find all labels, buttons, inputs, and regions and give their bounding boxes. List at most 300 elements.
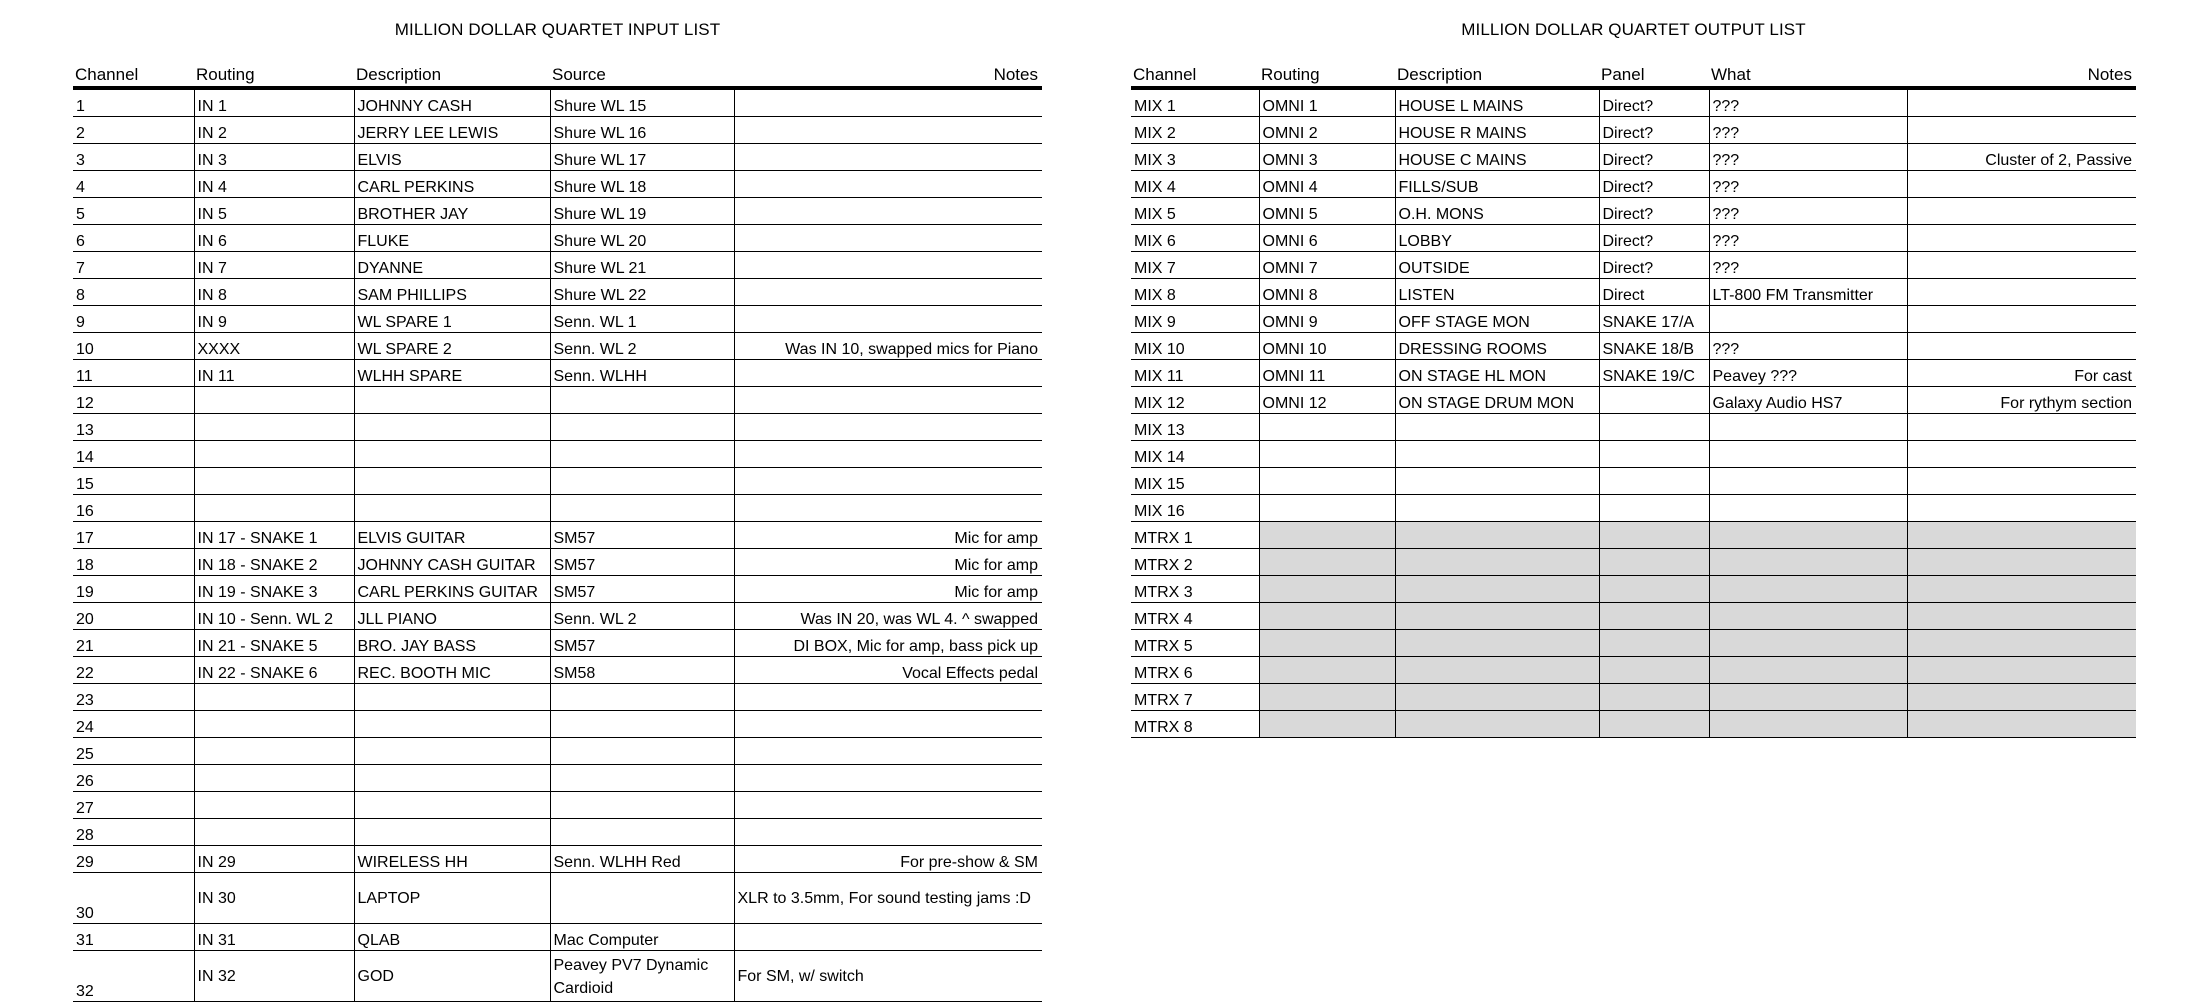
output-cell-description [1395,495,1599,522]
output-row [1131,414,2136,441]
output-cell-routing [1259,522,1395,549]
output-row [1131,522,2136,549]
input-cell-description [354,414,550,441]
input-cell-routing: IN 2 [194,117,354,144]
input-cell-description: ELVIS [354,144,550,171]
input-cell-notes [734,198,1042,225]
output-cell-channel: MIX 5 [1131,198,1259,225]
output-list-sheet [1131,18,2136,738]
input-cell-routing: IN 7 [194,252,354,279]
input-cell-notes: Mic for amp [734,576,1042,603]
input-cell-channel: 17 [73,522,194,549]
output-cell-notes [1907,576,2136,603]
output-cell-routing [1259,576,1395,603]
input-cell-description: REC. BOOTH MIC [354,657,550,684]
input-cell-description [354,441,550,468]
input-cell-channel: 5 [73,198,194,225]
output-cell-description [1395,414,1599,441]
input-row [73,576,1042,603]
input-cell-channel: 1 [73,88,194,117]
input-cell-notes: Was IN 20, was WL 4. ^ swapped [734,603,1042,630]
input-cell-source [550,711,734,738]
output-header-notes: Notes [1907,64,2136,88]
input-cell-routing [194,495,354,522]
output-row [1131,333,2136,360]
input-cell-source: Shure WL 18 [550,171,734,198]
output-cell-channel: MIX 4 [1131,171,1259,198]
input-row [73,711,1042,738]
output-cell-description: LISTEN [1395,279,1599,306]
output-cell-routing: OMNI 11 [1259,360,1395,387]
output-cell-routing [1259,630,1395,657]
output-cell-routing: OMNI 8 [1259,279,1395,306]
output-cell-what [1709,576,1907,603]
output-cell-channel: MIX 2 [1131,117,1259,144]
input-cell-channel: 4 [73,171,194,198]
output-cell-description [1395,657,1599,684]
output-cell-description [1395,441,1599,468]
input-row [73,765,1042,792]
input-cell-description: WL SPARE 1 [354,306,550,333]
output-cell-routing: OMNI 1 [1259,88,1395,117]
input-cell-description: ELVIS GUITAR [354,522,550,549]
input-cell-notes: For SM, w/ switch [734,951,1042,1002]
output-cell-what [1709,468,1907,495]
output-cell-channel: MTRX 3 [1131,576,1259,603]
input-cell-routing: IN 3 [194,144,354,171]
input-cell-description [354,738,550,765]
input-cell-notes [734,88,1042,117]
output-cell-what [1709,414,1907,441]
input-row [73,657,1042,684]
output-cell-panel: Direct? [1599,252,1709,279]
input-cell-notes [734,468,1042,495]
input-row [73,924,1042,951]
output-cell-routing [1259,441,1395,468]
input-cell-description [354,387,550,414]
input-cell-routing: IN 17 - SNAKE 1 [194,522,354,549]
output-cell-panel [1599,549,1709,576]
output-cell-channel: MIX 12 [1131,387,1259,414]
output-cell-panel: Direct? [1599,225,1709,252]
input-cell-routing: IN 4 [194,171,354,198]
output-cell-channel: MIX 9 [1131,306,1259,333]
input-cell-description: CARL PERKINS GUITAR [354,576,550,603]
output-list-title: MILLION DOLLAR QUARTET OUTPUT LIST [1461,20,1806,39]
input-row [73,387,1042,414]
output-cell-notes [1907,88,2136,117]
output-cell-panel [1599,414,1709,441]
input-cell-routing [194,441,354,468]
input-row [73,630,1042,657]
output-cell-what [1709,495,1907,522]
input-row [73,738,1042,765]
output-cell-what [1709,603,1907,630]
output-cell-what: ??? [1709,144,1907,171]
output-header-description: Description [1395,64,1599,88]
output-cell-channel: MIX 15 [1131,468,1259,495]
input-cell-notes [734,819,1042,846]
input-cell-notes [734,171,1042,198]
input-cell-channel: 6 [73,225,194,252]
output-cell-panel [1599,576,1709,603]
output-cell-panel [1599,387,1709,414]
output-cell-channel: MIX 7 [1131,252,1259,279]
output-cell-notes [1907,225,2136,252]
input-cell-channel: 29 [73,846,194,873]
output-row [1131,468,2136,495]
input-cell-routing: IN 10 - Senn. WL 2 [194,603,354,630]
output-cell-routing [1259,657,1395,684]
input-cell-source [550,873,734,924]
input-cell-source: SM57 [550,549,734,576]
input-cell-description [354,765,550,792]
output-cell-notes [1907,549,2136,576]
input-cell-routing: IN 19 - SNAKE 3 [194,576,354,603]
input-cell-channel: 9 [73,306,194,333]
output-cell-channel: MTRX 5 [1131,630,1259,657]
input-cell-notes [734,225,1042,252]
output-header-what: What [1709,64,1907,88]
output-cell-what: ??? [1709,171,1907,198]
output-cell-description [1395,684,1599,711]
input-cell-source: Shure WL 20 [550,225,734,252]
input-cell-source: Shure WL 17 [550,144,734,171]
input-cell-routing: IN 9 [194,306,354,333]
input-cell-description [354,711,550,738]
input-cell-routing: XXXX [194,333,354,360]
input-cell-routing: IN 5 [194,198,354,225]
input-row [73,306,1042,333]
output-cell-notes [1907,279,2136,306]
output-cell-channel: MIX 1 [1131,88,1259,117]
input-cell-channel: 10 [73,333,194,360]
output-cell-channel: MTRX 6 [1131,657,1259,684]
input-header-description: Description [354,64,550,88]
output-cell-channel: MTRX 8 [1131,711,1259,738]
output-cell-description: LOBBY [1395,225,1599,252]
output-cell-channel: MIX 16 [1131,495,1259,522]
output-cell-channel: MIX 6 [1131,225,1259,252]
output-cell-description [1395,522,1599,549]
input-row [73,88,1042,117]
input-cell-notes [734,414,1042,441]
output-cell-notes: Cluster of 2, Passive [1907,144,2136,171]
output-cell-panel: Direct? [1599,171,1709,198]
output-cell-panel [1599,711,1709,738]
output-cell-notes [1907,468,2136,495]
output-row [1131,576,2136,603]
input-cell-source: Senn. WL 1 [550,306,734,333]
input-row [73,549,1042,576]
output-cell-panel [1599,684,1709,711]
input-cell-channel: 16 [73,495,194,522]
input-row [73,225,1042,252]
input-cell-routing: IN 22 - SNAKE 6 [194,657,354,684]
input-cell-notes [734,924,1042,951]
output-cell-what: LT-800 FM Transmitter [1709,279,1907,306]
input-cell-channel: 12 [73,387,194,414]
output-cell-routing [1259,711,1395,738]
output-cell-routing: OMNI 5 [1259,198,1395,225]
output-row [1131,306,2136,333]
input-cell-source [550,414,734,441]
output-cell-routing [1259,495,1395,522]
output-cell-routing: OMNI 4 [1259,171,1395,198]
input-cell-source: Shure WL 19 [550,198,734,225]
output-cell-channel: MIX 14 [1131,441,1259,468]
output-row [1131,603,2136,630]
output-row [1131,279,2136,306]
output-row [1131,711,2136,738]
input-cell-source [550,684,734,711]
output-cell-notes [1907,603,2136,630]
output-row [1131,88,2136,117]
output-cell-channel: MTRX 1 [1131,522,1259,549]
output-header-panel: Panel [1599,64,1709,88]
input-cell-routing: IN 32 [194,951,354,1002]
output-cell-panel: Direct [1599,279,1709,306]
output-cell-description: HOUSE R MAINS [1395,117,1599,144]
input-cell-source: Peavey PV7 Dynamic Cardioid [550,951,734,1002]
input-cell-description [354,495,550,522]
output-row [1131,630,2136,657]
input-cell-channel: 24 [73,711,194,738]
output-row [1131,387,2136,414]
input-cell-channel: 21 [73,630,194,657]
output-cell-channel: MTRX 4 [1131,603,1259,630]
input-cell-description [354,819,550,846]
input-cell-source: SM57 [550,630,734,657]
input-cell-routing: IN 1 [194,88,354,117]
input-cell-description [354,792,550,819]
input-header-notes: Notes [734,64,1042,88]
input-row [73,279,1042,306]
output-header-channel: Channel [1131,64,1259,88]
output-cell-panel [1599,441,1709,468]
input-cell-description: WLHH SPARE [354,360,550,387]
output-cell-notes [1907,117,2136,144]
output-cell-description [1395,603,1599,630]
input-cell-description: JERRY LEE LEWIS [354,117,550,144]
input-cell-notes: For pre-show & SM [734,846,1042,873]
output-cell-what [1709,549,1907,576]
input-cell-channel: 8 [73,279,194,306]
output-cell-panel: Direct? [1599,198,1709,225]
output-header-row [1131,64,2136,88]
input-row [73,360,1042,387]
output-cell-description: ON STAGE HL MON [1395,360,1599,387]
input-cell-source: Shure WL 22 [550,279,734,306]
input-cell-source: SM57 [550,576,734,603]
input-cell-notes [734,684,1042,711]
input-cell-channel: 30 [73,873,194,924]
input-cell-notes: XLR to 3.5mm, For sound testing jams :D [734,873,1042,924]
output-cell-what: ??? [1709,225,1907,252]
input-cell-routing: IN 29 [194,846,354,873]
input-list-table [73,64,1042,1002]
output-cell-panel [1599,630,1709,657]
input-cell-source [550,792,734,819]
output-cell-notes [1907,495,2136,522]
output-cell-notes [1907,306,2136,333]
input-row [73,414,1042,441]
input-cell-channel: 26 [73,765,194,792]
output-cell-notes: For rythym section [1907,387,2136,414]
output-cell-notes [1907,522,2136,549]
input-row [73,198,1042,225]
output-cell-panel [1599,603,1709,630]
input-cell-channel: 18 [73,549,194,576]
output-cell-description [1395,549,1599,576]
output-row [1131,144,2136,171]
output-cell-what [1709,684,1907,711]
input-cell-routing [194,738,354,765]
input-cell-channel: 31 [73,924,194,951]
output-cell-notes: For cast [1907,360,2136,387]
output-cell-notes [1907,630,2136,657]
output-cell-routing: OMNI 9 [1259,306,1395,333]
input-row [73,171,1042,198]
input-row [73,684,1042,711]
input-cell-description: JOHNNY CASH GUITAR [354,549,550,576]
input-cell-source: Shure WL 15 [550,88,734,117]
input-cell-notes [734,711,1042,738]
input-row [73,468,1042,495]
input-cell-source: Senn. WLHH [550,360,734,387]
output-cell-channel: MIX 13 [1131,414,1259,441]
output-cell-what: ??? [1709,88,1907,117]
input-cell-routing [194,792,354,819]
input-cell-description: FLUKE [354,225,550,252]
input-cell-notes [734,117,1042,144]
input-list-title: MILLION DOLLAR QUARTET INPUT LIST [394,20,721,39]
output-cell-notes [1907,252,2136,279]
input-cell-channel: 32 [73,951,194,1002]
output-cell-what: ??? [1709,252,1907,279]
output-cell-routing: OMNI 6 [1259,225,1395,252]
output-row [1131,549,2136,576]
input-cell-routing: IN 11 [194,360,354,387]
input-header-routing: Routing [194,64,354,88]
output-cell-routing: OMNI 3 [1259,144,1395,171]
input-cell-description: DYANNE [354,252,550,279]
output-cell-routing [1259,414,1395,441]
output-cell-routing: OMNI 7 [1259,252,1395,279]
input-cell-notes [734,387,1042,414]
input-cell-routing [194,711,354,738]
input-cell-source [550,468,734,495]
output-row [1131,171,2136,198]
output-cell-notes [1907,171,2136,198]
input-cell-routing [194,819,354,846]
input-cell-channel: 13 [73,414,194,441]
input-cell-description: GOD [354,951,550,1002]
input-cell-notes [734,792,1042,819]
input-cell-routing [194,414,354,441]
input-header-row [73,64,1042,88]
output-cell-notes [1907,711,2136,738]
output-cell-description: FILLS/SUB [1395,171,1599,198]
input-cell-source [550,765,734,792]
input-cell-routing [194,468,354,495]
input-cell-source: Shure WL 16 [550,117,734,144]
output-cell-what [1709,657,1907,684]
input-cell-channel: 28 [73,819,194,846]
output-cell-routing [1259,603,1395,630]
input-row [73,144,1042,171]
output-cell-panel: Direct? [1599,144,1709,171]
input-cell-source: Mac Computer [550,924,734,951]
input-cell-routing: IN 21 - SNAKE 5 [194,630,354,657]
output-cell-panel: SNAKE 19/C [1599,360,1709,387]
input-cell-description: WL SPARE 2 [354,333,550,360]
input-row [73,333,1042,360]
input-cell-channel: 27 [73,792,194,819]
output-cell-what [1709,306,1907,333]
output-cell-notes [1907,441,2136,468]
output-row [1131,360,2136,387]
input-cell-routing [194,387,354,414]
input-cell-notes: Vocal Effects pedal [734,657,1042,684]
input-row [73,495,1042,522]
output-cell-channel: MTRX 2 [1131,549,1259,576]
input-cell-channel: 14 [73,441,194,468]
input-cell-notes [734,765,1042,792]
input-row [73,819,1042,846]
output-cell-routing [1259,549,1395,576]
output-list-table [1131,64,2136,738]
output-cell-what [1709,441,1907,468]
output-cell-description: O.H. MONS [1395,198,1599,225]
input-cell-routing: IN 8 [194,279,354,306]
output-cell-what: ??? [1709,198,1907,225]
input-cell-description: JLL PIANO [354,603,550,630]
input-row [73,792,1042,819]
input-cell-notes [734,441,1042,468]
output-cell-routing: OMNI 10 [1259,333,1395,360]
input-cell-source: Shure WL 21 [550,252,734,279]
input-cell-routing [194,765,354,792]
output-cell-description: HOUSE L MAINS [1395,88,1599,117]
output-row [1131,198,2136,225]
output-row [1131,657,2136,684]
input-cell-notes [734,738,1042,765]
output-cell-what: Peavey ??? [1709,360,1907,387]
input-cell-routing: IN 6 [194,225,354,252]
input-list-sheet [73,18,1042,1002]
input-cell-source [550,495,734,522]
input-cell-source: SM58 [550,657,734,684]
output-cell-panel [1599,495,1709,522]
input-cell-source: Senn. WL 2 [550,603,734,630]
output-cell-panel [1599,468,1709,495]
output-cell-description: OUTSIDE [1395,252,1599,279]
output-row [1131,684,2136,711]
input-cell-notes: Was IN 10, swapped mics for Piano [734,333,1042,360]
input-cell-source: Senn. WL 2 [550,333,734,360]
input-cell-notes: Mic for amp [734,549,1042,576]
input-cell-channel: 25 [73,738,194,765]
input-cell-source [550,738,734,765]
input-row [73,951,1042,1002]
input-cell-notes [734,306,1042,333]
input-cell-routing: IN 30 [194,873,354,924]
input-cell-channel: 7 [73,252,194,279]
output-cell-panel: SNAKE 18/B [1599,333,1709,360]
output-cell-panel: Direct? [1599,88,1709,117]
output-cell-what: Galaxy Audio HS7 [1709,387,1907,414]
